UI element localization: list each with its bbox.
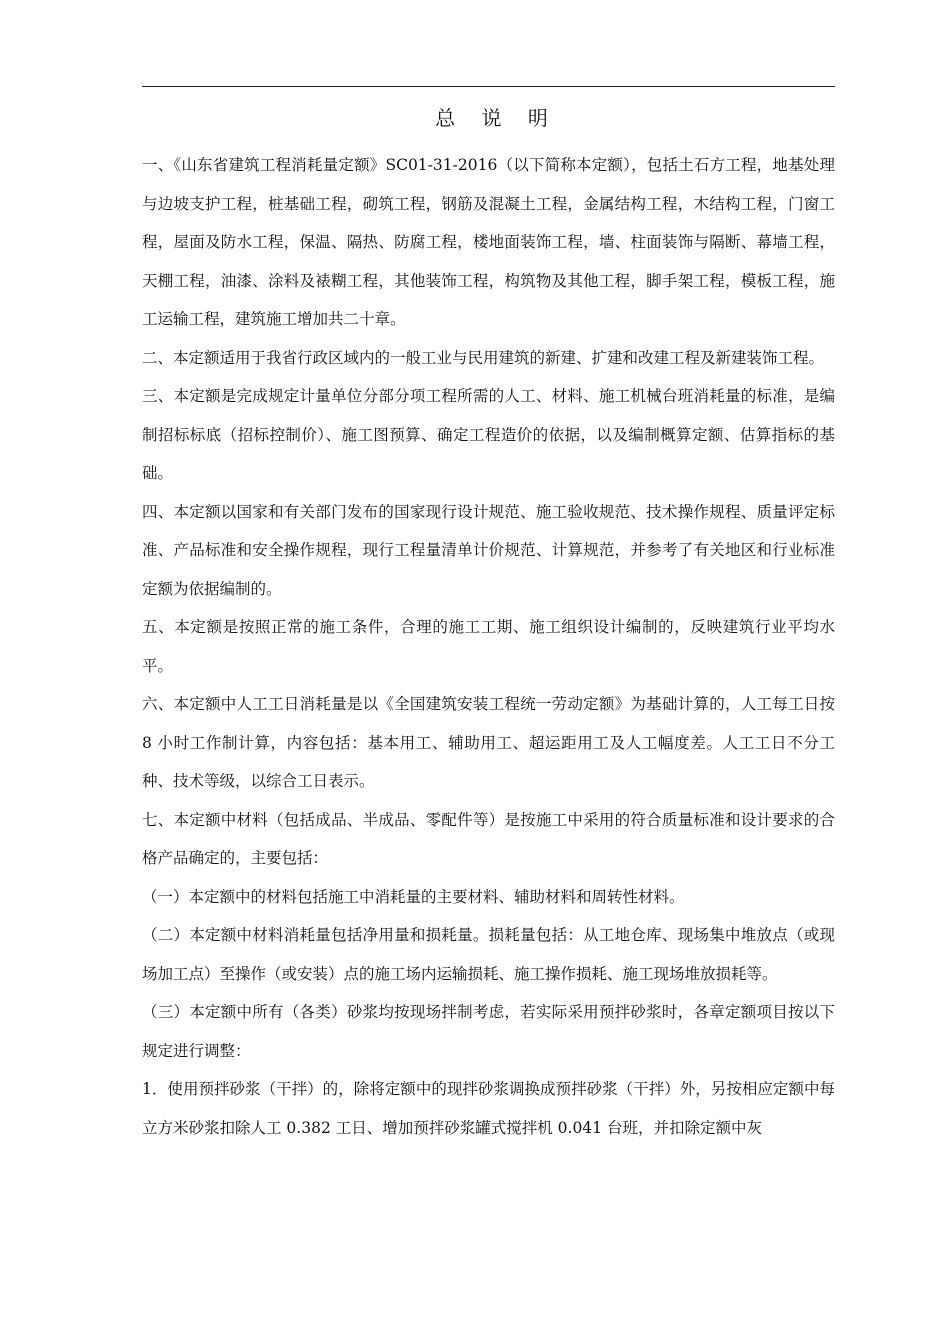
paragraph-7-3: （三）本定额中所有（各类）砂浆均按现场拌制考虑，若实际采用预拌砂浆时，各章定额项目按以下规定进行调整： xyxy=(142,1003,835,1060)
paragraph-4: 四、本定额以国家和有关部门发布的国家现行设计规范、施工验收规范、技术操作规程、质量评定标准、产品标准和安全操作规程，现行工程量清单计价规范、计算规范，并参考了有关地区和行业标准定额为依据编制的。 xyxy=(142,502,835,598)
paragraph-7: 七、本定额中材料（包括成品、半成品、零配件等）是按施工中采用的符合质量标准和设计要求的合格产品确定的，主要包括： xyxy=(142,810,835,867)
paragraph-3: 三、本定额是完成规定计量单位分部分项工程所需的人工、材料、施工机械台班消耗量的标准，是编制招标标底（招标控制价）、施工图预算、确定工程造价的依据，以及编制概算定额、估算指标的基础。 xyxy=(142,387,835,482)
paragraph-7-2: （二）本定额中材料消耗量包括净用量和损耗量。损耗量包括：从工地仓库、现场集中堆放点（或现场加工点）至操作（或安装）点的施工场内运输损耗、施工操作损耗、施工现场堆放损耗等。 xyxy=(142,926,835,983)
paragraph-5: 五、本定额是按照正常的施工条件，合理的施工工期、施工组织设计编制的，反映建筑行业平均水平。 xyxy=(142,618,835,675)
paragraph-2: 二、本定额适用于我省行政区域内的一般工业与民用建筑的新建、扩建和改建工程及新建装饰工程。 xyxy=(142,348,825,367)
paragraph-7-1: （一）本定额中的材料包括施工中消耗量的主要材料、辅助材料和周转性材料。 xyxy=(142,887,685,906)
header-rule xyxy=(142,86,835,87)
paragraph-1: 一、《山东省建筑工程消耗量定额》SC01-31-2016（以下简称本定额），包括土石方工程，地基处理与边坡支护工程，桩基础工程，砌筑工程，钢筋及混凝土工程，金属结构工程，木结构工程，门窗工程，屋面及防水工程，保温、隔热、防腐工程，楼地面装饰工程，墙、柱面装饰与隔断、幕墙工程，天棚工程，油漆、涂料及裱糊工程，其他装饰工程，构筑物及其他工程，脚手架工程，模板工程，施工运输工程，建筑施工增加共二十章。 xyxy=(142,156,835,328)
document-body xyxy=(142,146,835,1147)
paragraph-6: 六、本定额中人工工日消耗量是以《全国建筑安装工程统一劳动定额》为基础计算的，人工每工日按 8 小时工作制计算，内容包括：基本用工、辅助用工、超运距用工及人工幅度差。人工工日不分工种、技术等级，以综合工日表示。 xyxy=(142,695,835,790)
page-title: 总 说 明 xyxy=(435,106,558,130)
paragraph-7-3-1: 1．使用预拌砂浆（干拌）的，除将定额中的现拌砂浆调换成预拌砂浆（干拌）外，另按相应定额中每立方米砂浆扣除人工 0.382 工日、增加预拌砂浆罐式搅拌机 0.041 台班，并扣除定额中灰 xyxy=(142,1080,835,1137)
